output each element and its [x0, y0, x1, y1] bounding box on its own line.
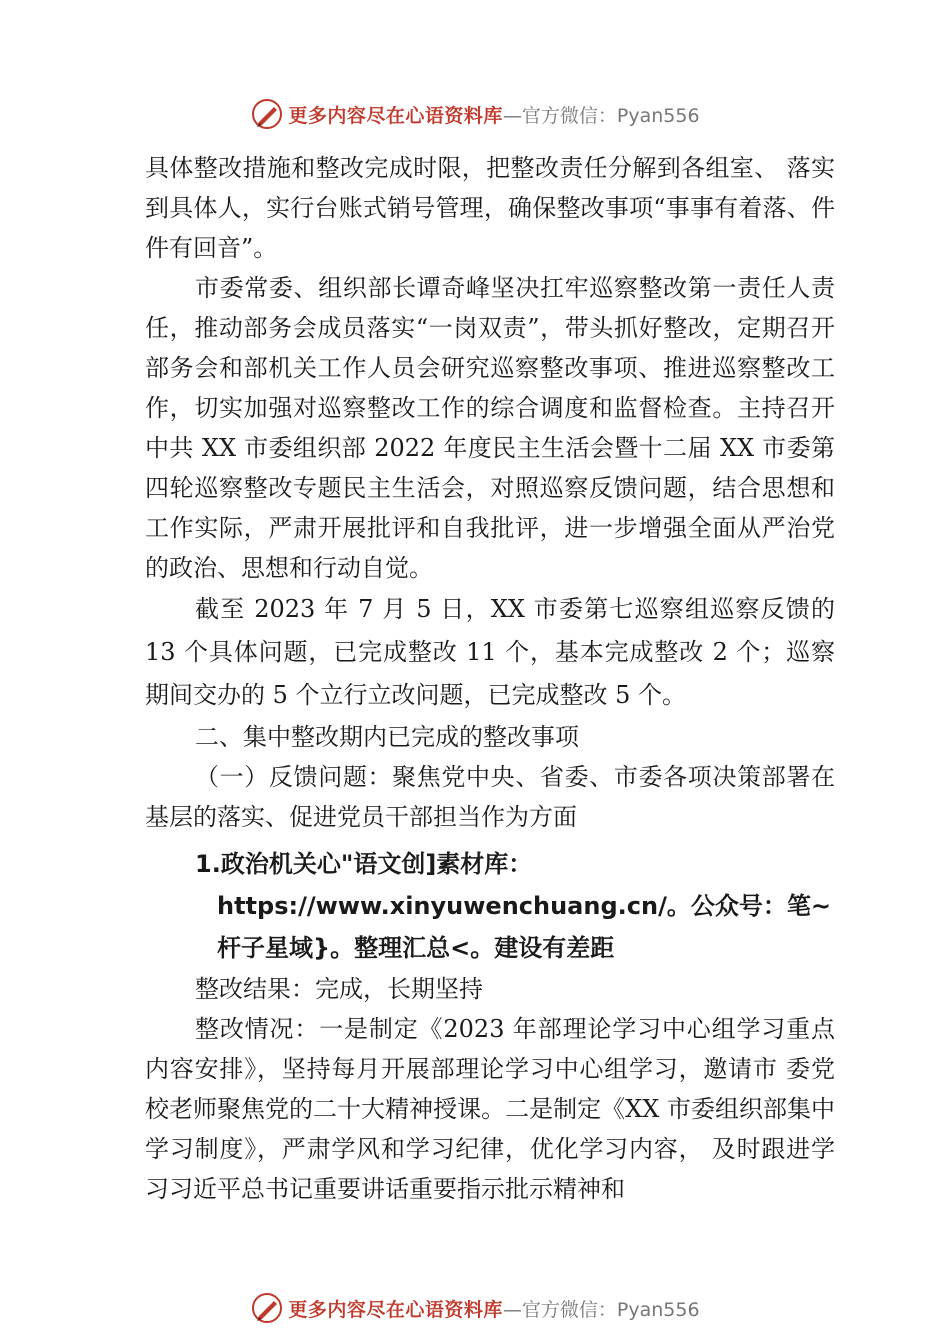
- banner-gray-text: —官方微信：Pyan556: [502, 104, 700, 127]
- paragraph-2: 市委常委、组织部长谭奇峰坚决扛牢巡察整改第一责任人责任，推动部务会成员落实“一岗双责”，带头抓好整改，定期召开部务会和部机关工作人员会研究巡察整改事项、推进巡察整改工作，切实加强对巡察整改工作的综合调度和监督检查。主持召开中共 XX 市委组织部 2022 年度民主生活会暨十二届 XX 市委第四轮巡察整改专题民主生活会，对照巡察反馈问题，结合思想和工作实际，严肃开展批评和自我批评，进一步增强全面从严治党的政治、思想和行动自觉。: [145, 274, 835, 582]
- pen-logo-icon: [250, 1291, 284, 1325]
- paragraph-1: 具体整改措施和整改完成时限，把整改责任分解到各组室、 落实到具体人，实行台账式销号管理，确保整改事项“事事有着落、件件有回音”。: [145, 154, 835, 262]
- paragraph-3: 截至 2023 年 7 月 5 日，XX 市委第七巡察组巡察反馈的 13 个具体问题，已完成整改 11 个，基本完成整改 2 个；巡察期间交办的 5 个立行立改问题，已完成整改 5 个。: [145, 595, 835, 709]
- result-line: 整改结果：完成，长期坚持: [195, 975, 483, 1003]
- footer-watermark-banner: [0, 1288, 950, 1328]
- item-heading-1: 1.政治机关心"语文创]素材库：https://www.xinyuwenchuang.cn/。公众号：笔~杆子星域}。整理汇总<。建设有差距: [195, 850, 831, 962]
- situation-paragraph: 整改情况：一是制定《2023 年部理论学习中心组学习重点内容安排》，坚持每月开展部理论学习中心组学习，邀请市 委党校老师聚焦党的二十大精神授课。二是制定《XX 市委组织部集中学习制度》，严肃学风和学习纪律，优化学习内容， 及时跟进学习习近平总书记重要讲话重要指示批示精神和: [145, 1015, 835, 1203]
- banner-red-text: 更多内容尽在心语资料库: [288, 1298, 503, 1321]
- section-heading-2: 二、集中整改期内已完成的整改事项: [195, 723, 579, 751]
- subsection-heading-1: （一）反馈问题：聚焦党中央、省委、市委各项决策部署在基层的落实、促进党员干部担当作为方面: [145, 763, 835, 831]
- header-watermark-banner: [0, 94, 950, 134]
- pen-logo-icon: [250, 97, 284, 131]
- banner-gray-text: —官方微信：Pyan556: [502, 1298, 700, 1321]
- banner-red-text: 更多内容尽在心语资料库: [288, 104, 503, 127]
- document-body: [145, 148, 835, 1209]
